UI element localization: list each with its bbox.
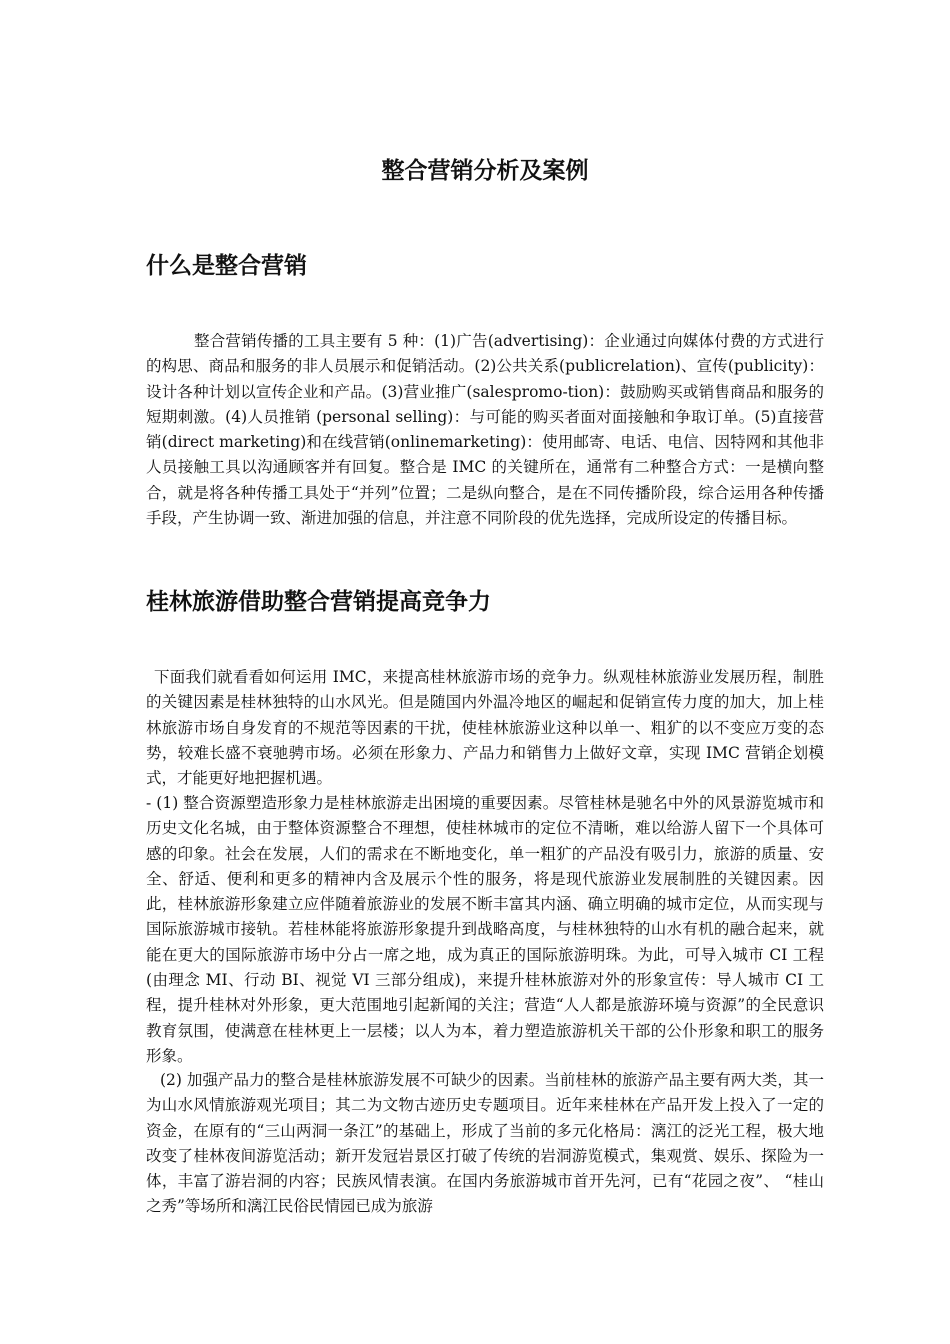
paragraph-guilin-product: (2) 加强产品力的整合是桂林旅游发展不可缺少的因素。当前桂林的旅游产品主要有两大类，其一为山水风情旅游观光项目；其二为文物古迹历史专题项目。近年来桂林在产品开发上投入了一定的资金，在原有的“三山两洞一条江”的基础上，形成了当前的多元化格局：漓江的泛光工程，极大地改变了桂林夜间游览活动；新开发冠岩景区打破了传统的岩洞游览模式，集观赏、娱乐、探险为一体，丰富了游岩洞的内容；民族风情表演。在国内务旅游城市首开先河，已有“花园之夜”、 “桂山之秀”等场所和漓江民俗民情园已成为旅游 [146, 1071, 824, 1216]
section-heading-what-is-imc: 什么是整合营销 [146, 252, 307, 279]
document-title: 整合营销分析及案例 [381, 157, 589, 184]
paragraph-guilin-image: - (1) 整合资源塑造形象力是桂林旅游走出困境的重要因素。尽管桂林是驰名中外的风景游览城市和历史文化名城，由于整体资源整合不理想，使桂林城市的定位不清晰，难以给游人留下一个具体可感的印象。社会在发展，人们的需求在不断地变化，单一粗犷的产品没有吸引力，旅游的质量、安全、舒适、便利和更多的精神内含及展示个性的服务，将是现代旅游业发展制胜的关键因素。因此，桂林旅游形象建立应伴随着旅游业的发展不断丰富其内涵、确立明确的城市定位，从而实现与国际旅游城市接轨。若桂林能将旅游形象提升到战略高度，与桂林独特的山水有机的融合起来，就能在更大的国际旅游市场中分占一席之地，成为真正的国际旅游明珠。为此，可导入城市 CI 工程(由理念 MI、行动 BI、视觉 VI 三部分组成)，来提升桂林旅游对外的形象宣传：导人城市 CI 工程，提升桂林对外形象，更大范围地引起新闻的关注；营造“人人都是旅游环境与资源”的全民意识教育氛围，使满意在桂林更上一层楼；以人为本，着力塑造旅游机关干部的公仆形象和职工的服务形象。 [146, 794, 824, 1065]
paragraph-imc-tools: 整合营销传播的工具主要有 5 种：(1)广告(advertising)：企业通过向媒体付费的方式进行的构思、商品和服务的非人员展示和促销活动。(2)公共关系(publicrelation)、宣传(publicity)：设计各种计划以宣传企业和产品。(3)营业推广(salespromo-tion)：鼓励购买或销售商品和服务的短期刺激。(4)人员推销 (personal selling)：与可能的购买者面对面接触和争取订单。(5)直接营销(direct marketing)和在线营销(onlinemarketing)：使用邮寄、电话、电信、因特网和其他非人员接触工具以沟通顾客并有回复。整合是 IMC 的关键所在，通常有二种整合方式：一是横向整合，就是将各种传播工具处于“并列”位置；二是纵向整合，是在不同传播阶段，综合运用各种传播手段，产生协调一致、渐进加强的信息，并注意不同阶段的优先选择，完成所设定的传播目标。 [146, 332, 824, 528]
paragraph-guilin-intro: 下面我们就看看如何运用 IMC，来提高桂林旅游市场的竞争力。纵观桂林旅游业发展历程，制胜的关键因素是桂林独特的山水风光。但是随国内外温冷地区的崛起和促销宣传力度的加大，加上桂林旅游市场自身发育的不规范等因素的干扰，使桂林旅游业这种以单一、粗犷的以不变应万变的态势，较难长盛不衰驰骋市场。必须在形象力、产品力和销售力上做好文章，实现 IMC 营销企划模式，才能更好地把握机遇。 [146, 668, 824, 788]
section-heading-guilin-case: 桂林旅游借助整合营销提高竞争力 [146, 588, 491, 615]
